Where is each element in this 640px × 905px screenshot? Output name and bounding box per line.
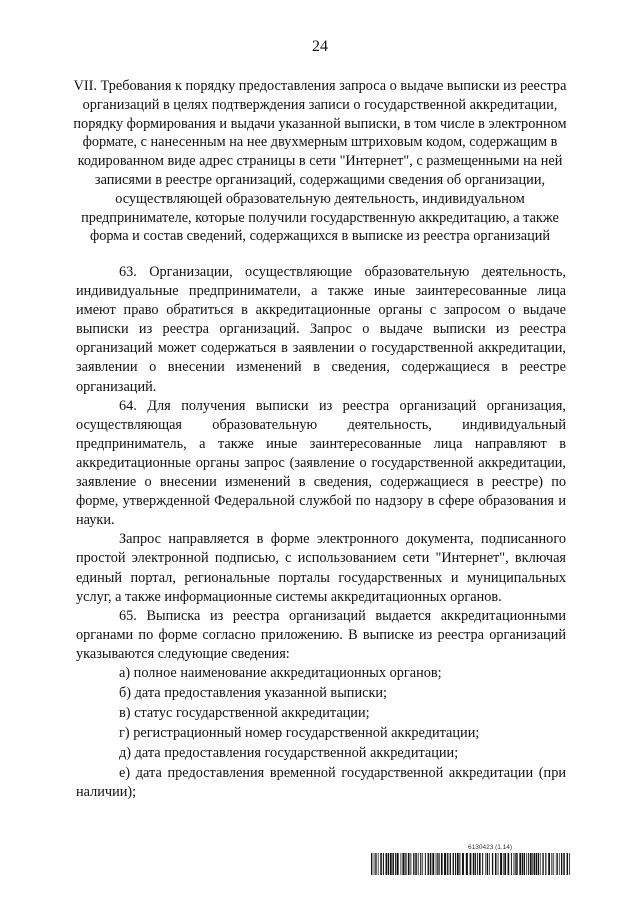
paragraph-63: 63. Организации, осуществляющие образовательную деятельность, индивидуальные предприниматели, а также иные заинтересованные лица имеют право обратиться в аккредитационные органы с запросом о выдаче выписки из реестра организаций. Запрос о выдаче выписки из реестра организаций может содержаться в заявлении о государственной аккредитации, заявлении о внесении изменений в сведения, содержащиеся в реестре организаций. bbox=[76, 264, 566, 395]
paragraph-64-request: Запрос направляется в форме электронного документа, подписанного простой электронной подписью, с использованием сети "Интернет", включая единый портал, региональные порталы государственных и муниципальных услуг, а также информационные системы аккредитационных органов. bbox=[76, 531, 566, 605]
page-number: 24 bbox=[312, 38, 328, 55]
list-item: б) дата предоставления указанной выписки; bbox=[119, 684, 388, 701]
list-item: в) статус государственной аккредитации; bbox=[119, 704, 370, 721]
document-reference: 6130423 (1.14) bbox=[468, 844, 513, 851]
paragraph-65: 65. Выписка из реестра организаций выдается аккредитационными органами по форме согласно приложению. В выписке из реестра организаций указываются следующие сведения: bbox=[76, 607, 566, 662]
list-item: г) регистрационный номер государственной аккредитации; bbox=[119, 724, 480, 741]
list-item: а) полное наименование аккредитационных органов; bbox=[119, 664, 442, 681]
list-item: е) дата предоставления временной государственной аккредитации (при наличии); bbox=[76, 764, 566, 801]
barcode-icon bbox=[371, 853, 571, 875]
paragraph-64: 64. Для получения выписки из реестра организаций организация, осуществляющая образовательную деятельность, индивидуальный предприниматель, а также иные заинтересованные лица направляют в аккредитационные органы запрос (заявление о государственной аккредитации, заявление о внесении изменений в сведения, содержащиеся в реестре) по форме, утвержденной Федеральной службой по надзору в сфере образования и науки. bbox=[76, 397, 566, 529]
document-body bbox=[76, 263, 566, 803]
section-heading: VII. Требования к порядку предоставления запроса о выдаче выписки из реестра организаций в целях подтверждения записи о государственной аккредитации, порядку формирования и выдачи указанной выписки, в том числе в электронном формате, с нанесенным на нее двухмерным штриховым кодом, содержащим в кодированном виде адрес страницы в сети "Интернет", с размещенными на ней записями в реестре организаций, содержащими сведения об организации, осуществляющей образовательную деятельность, индивидуальном предпринимателе, которые получили государственную аккредитацию, а также форма и состав сведений, содержащихся в выписке из реестра организаций bbox=[73, 78, 567, 245]
list-item: д) дата предоставления государственной аккредитации; bbox=[119, 744, 459, 761]
details-list bbox=[76, 664, 566, 803]
